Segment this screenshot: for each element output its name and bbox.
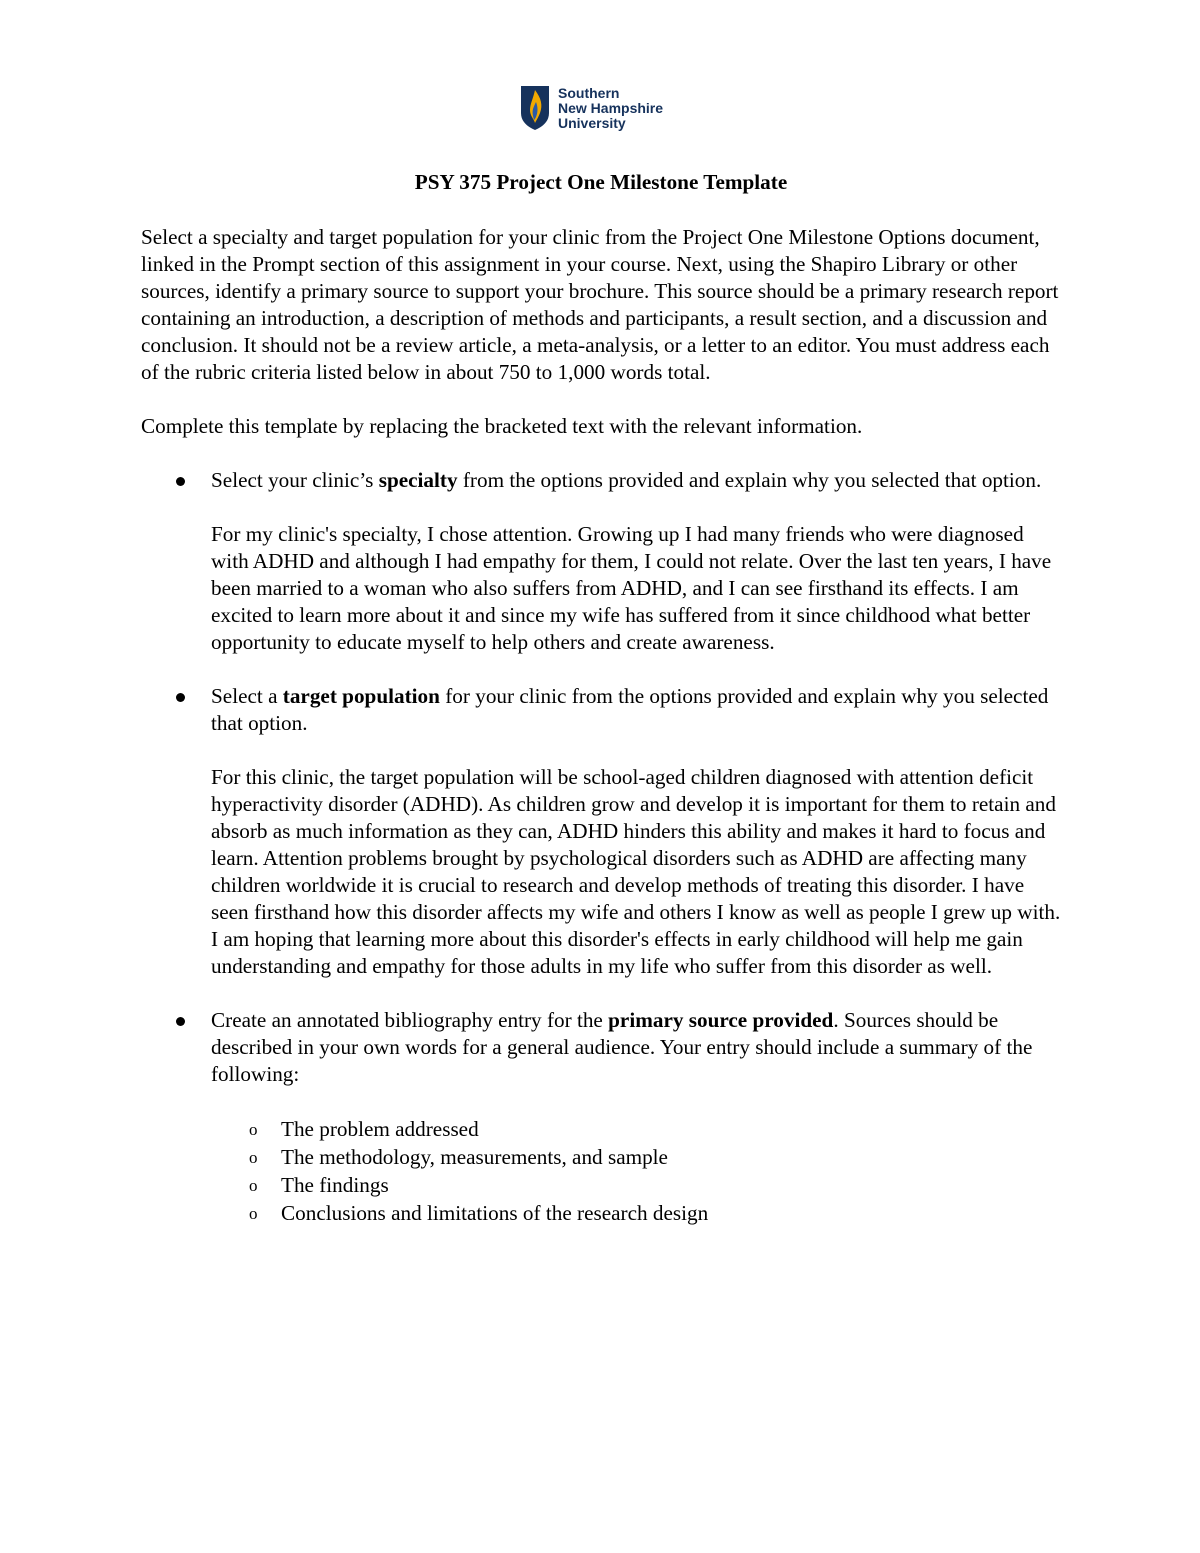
bullet-prompt — [211, 1007, 1061, 1088]
document-title: PSY 375 Project One Milestone Template — [414, 170, 788, 194]
prompt-bold: primary source provided — [608, 1008, 834, 1032]
university-logo — [520, 84, 663, 132]
circle-bullet-icon: o — [249, 1176, 258, 1195]
instruction-paragraph: Complete this template by replacing the bracketed text with the relevant information. — [141, 414, 863, 438]
summary-sublist — [211, 1115, 1061, 1227]
prompt-text: Create an annotated bibliography entry for the — [211, 1008, 609, 1032]
bullet-dot-icon — [176, 477, 185, 486]
intro-paragraph: Select a specialty and target population for your clinic from the Project One Milestone Options document, linked in the Prompt section of this assignment in your course. Next, using the Shapiro Library or other sources, identify a primary source to support your brochure. This source should be a primary research report containing an introduction, a description of methods and participants, a result section, and a discussion and conclusion. It should not be a review article, a meta-analysis, or a letter to an editor. You must address each of the rubric criteria listed below in about 750 to 1,000 words total. — [141, 225, 1059, 384]
bullet-dot-icon — [176, 1017, 185, 1026]
answer-paragraph: For this clinic, the target population will be school-aged children diagnosed with attention deficit hyperactivity disorder (ADHD). As children grow and develop it is important for them to retain and absorb as much information as they can, ADHD hinders this ability and makes it hard to focus and learn. Attention problems brought by psychological disorders such as ADHD are affecting many children worldwide it is crucial to research and develop methods of treating this disorder. I have seen firsthand how this disorder affects my wife and others I know as well as people I grew up with. I am hoping that learning more about this disorder's effects in early childhood will help me gain understanding and empathy for those adults in my life who suffer from this disorder as well. — [211, 765, 1061, 978]
document-body — [141, 167, 1061, 1254]
logo-wordmark — [558, 86, 663, 131]
circle-bullet-icon: o — [249, 1148, 258, 1167]
prompt-bold: target population — [282, 684, 440, 708]
bullet-bibliography — [141, 1007, 1061, 1227]
bullet-prompt — [211, 683, 1061, 737]
answer-paragraph: For my clinic's specialty, I chose attention. Growing up I had many friends who were diagnosed with ADHD and although I had empathy for them, I could not relate. Over the last ten years, I have been married to a woman who also suffers from ADHD, and I can see firsthand its effects. I am excited to learn more about it and since my wife has suffered from it since childhood what better opportunity to educate myself to help others and create awareness. — [211, 522, 1052, 654]
logo-line-1: Southern — [558, 84, 620, 101]
flame-shield-icon — [520, 85, 550, 131]
bullet-prompt — [211, 467, 1061, 494]
prompt-bold: specialty — [378, 468, 458, 492]
sublist-item-text: The problem addressed — [281, 1117, 479, 1141]
sublist-item — [211, 1199, 1061, 1227]
logo-line-3: University — [558, 114, 626, 131]
prompt-text: from the options provided and explain why you selected that option. — [457, 468, 1042, 492]
sublist-item — [211, 1115, 1061, 1143]
sublist-item — [211, 1171, 1061, 1199]
prompt-text: . Sources should be described in your own words for a general audience. Your entry should include a summary of the following: — [211, 1008, 1033, 1086]
logo-line-2: New Hampshire — [558, 99, 664, 116]
circle-bullet-icon: o — [249, 1120, 258, 1139]
prompt-text: Select your clinic’s — [211, 468, 379, 492]
sublist-item — [211, 1143, 1061, 1171]
sublist-item-text: The findings — [281, 1173, 389, 1197]
sublist-item-text: Conclusions and limitations of the research design — [281, 1201, 709, 1225]
circle-bullet-icon: o — [249, 1204, 258, 1223]
sublist-item-text: The methodology, measurements, and sample — [281, 1145, 668, 1169]
bullet-dot-icon — [176, 693, 185, 702]
bullet-specialty — [141, 467, 1061, 656]
bullet-target-population — [141, 683, 1061, 980]
prompt-text: Select a — [211, 684, 283, 708]
prompt-text: for your clinic from the options provided and explain why you selected that option. — [211, 684, 1049, 735]
